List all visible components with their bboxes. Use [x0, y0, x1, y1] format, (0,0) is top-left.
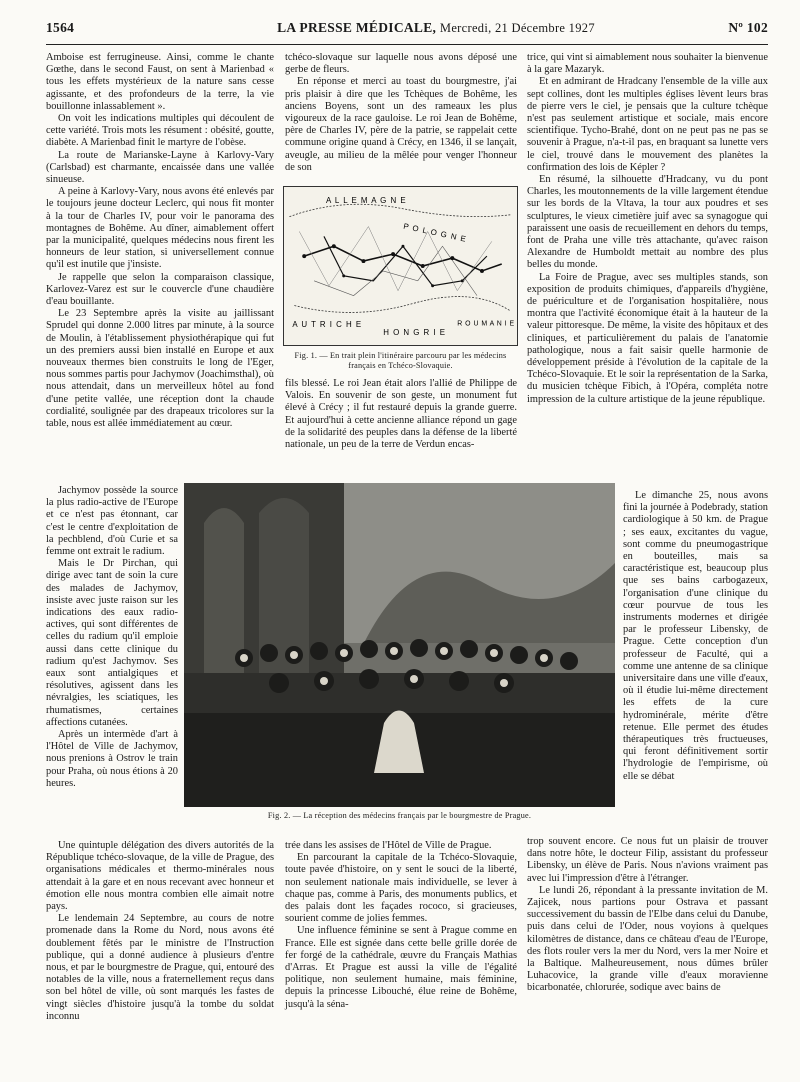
paragraph: La route de Marianske-Layne à Karlovy-Vary (Carlsbad) est charmante, encaissée dans une vallée sinueuse. — [46, 149, 274, 186]
column-1-bottom — [46, 840, 274, 1023]
issue-number: Nº 102 — [728, 20, 768, 35]
paragraph: Je rappelle que selon la comparaison classique, Karlovez-Varez est sur le couvercle d'une chaudière d'eau bouillante. — [46, 271, 274, 308]
map-label-austria: A U T R I C H E — [292, 320, 363, 330]
column-1-top — [46, 52, 274, 430]
itinerary-map — [283, 186, 518, 346]
paragraph: En réponse et merci au toast du bourgmestre, j'ai pris plaisir à dire que les Tchèques de Bohême, les anciens Boyens, sont un des rameaux les plus vigoureux de la race gauloise. Le roi Jean de Bohême, père de Charles IV, père de la patrie, se rappelait cette commune origine quand à Crécy, en 1346, il se lançait, aveugle, au milieu de la mêlée pour venger l'honneur de son — [285, 76, 517, 173]
column-2-middle — [285, 378, 517, 451]
paragraph: A peine à Karlovy-Vary, nous avons été enlevés par le toujours jeune docteur Leclerc, qui nous fit monter à la tour de Charles IV, pour voir le panorama des montagnes de Bohême. Au dîner, aimablement offert par la municipalité, quelques médecins nous firent les honneurs de leur station, si universellement connue qu'il est inutile que j'insiste. — [46, 186, 274, 271]
paragraph: Une influence féminine se sent à Prague comme en France. Elle est signée dans cette belle grille dorée de fer forgé de la cathédrale, œuvre du Français Mathias d'Arras. Et Prague est aussi la ville de l'égalité politique, non seulement humaine, mais féminine, depuis la princesse Libouché, élue reine de Bohême, jusqu'à la séna- — [285, 925, 517, 1010]
issue-date: Mercredi, 21 Décembre 1927 — [439, 21, 595, 35]
figure-2-caption: Fig. 2. — La réception des médecins français par le bourgmestre de Prague. — [267, 811, 532, 820]
column-3-top — [527, 52, 768, 406]
paragraph: En résumé, la silhouette d'Hradcany, vu du pont Charles, les moutonnements de la ville largement étendue sur les bords de la Vltava, la tour aux poudres et ses sculptures, le vieux cimetière juif avec sa synagogue qui paraissent une oasis de recueillement en dehors du temps, font de Praha une ville très attachante, qu'avec raison Alexandre de Humboldt mettait au nombre des plus belles du monde. — [527, 174, 768, 271]
map-label-hungary: H O N G R I E — [383, 328, 447, 338]
map-label-poland: P O L O G N E — [402, 221, 468, 244]
paragraph: Après un intermède d'art à l'Hôtel de Ville de Jachymov, nous prenions à Ostrov le train pour Praha, où nous étions à 20 heures. — [46, 729, 178, 789]
reception-photograph — [184, 483, 615, 807]
paragraph: Le lendemain 24 Septembre, au cours de notre promenade dans la Rome du Nord, nous avons été doublement fêtés par le ministre de l'Instruction publique, qui a donné audience à plusieurs d'entre nous, et par le bourgmestre de Prague, qui, entouré des notables de la ville, nous a fraternellement reçus dans son bel hôtel de ville, où sont marqués les fastes de vingt siècles d'histoire jusqu'à la tombe du soldat inconnu — [46, 913, 274, 1022]
map-label-romania: R O U M A N I E — [457, 320, 515, 328]
column-3-bottom — [527, 836, 768, 995]
figure-1-caption: Fig. 1. — En trait plein l'itinéraire parcouru par les médecins français en Tchéco-Slovaquie. — [294, 351, 507, 370]
paragraph: Le lundi 26, répondant à la pressante invitation de M. Zajicek, nous partions pour Ostrava et passant successivement du bassin de l'Elbe dans celui du Danube, puis dans celui de l'Oder, nous voyions à quelques kilomètres de distance, dans ce château d'eau de l'Europe, des flots rouler vers la mer du Nord, vers la mer Noire et la Baltique. Malheureusement, nous dûmes brûler Luhacovice, la grande ville d'eaux moravienne bicarbonatée, chlorurée, sodique avec bains de — [527, 884, 768, 994]
paragraph: trée dans les assises de l'Hôtel de Ville de Prague. — [285, 840, 492, 851]
map-drawing — [284, 187, 517, 345]
journal-title-line — [246, 20, 626, 36]
paragraph: Le dimanche 25, nous avons fini la journée à Podebrady, station cardiologique à 50 km. de Prague ; ses eaux, excitantes du vague, sont comme du pneumogastrique en bouteilles, mais sa caractéristique est, beaucoup plus que ses bains carbogazeux, l'organisation d'une clinique du cœur pourvue de tous les instruments modernes et dirigée par le professeur Libensky, de Prague. Cette conception d'un professeur de Faculté, qui a comme une antenne de sa clinique universitaire dans une ville d'eaux, où il étudie lui-même directement les effets de la cure hydrominérale, mérite d'être retenue. Elle permet des études thérapeutiques très fructueuses, qui feront définitivement sortir l'hydrologie de l'empirisme, où elle se débat — [623, 490, 768, 782]
photo-drawing — [184, 483, 615, 807]
paragraph: Mais le Dr Pirchan, qui dirige avec tant de soin la cure des malades de Jachymov, insiste avec juste raison sur les indications des eaux radio-actives, qui sont différentes de celles du radium qu'il emploie aussi dans cette clinique du radium qu'est Jachymov. Ses eaux sont antialgiques et résolutives, agissent dans les névralgies, les sciatiques, les rhumatismes, certaines affections cutanées. — [46, 558, 178, 728]
paragraph: En parcourant la capitale de la Tchéco-Slovaquie, toute pavée d'histoire, on y sent le souci de la liberté, non seulement nationale mais individuelle, se lever à chaque pas, comme à Paris, des monuments publics, et des palais dont les façades rococo, si gracieuses, sourient comme de jolies femmes. — [285, 852, 517, 925]
map-label-germany: A L L E M A G N E — [325, 195, 407, 205]
column-3-narrow — [623, 490, 768, 783]
paragraph: Et en admirant de Hradcany l'ensemble de la ville aux sept collines, dont les multiples églises lèvent leurs bras de pierre vers le ciel, je pensais que la culture tchèque n'est pas seulement artistique et sociale, mais encore scientifique. Tycho-Brahé, dont on ne peut pas ne pas se souvenir à Prague, n'a-t-il pas, en braquant sa lunette vers le ciel, trouvé dans le mouvement des planètes la confirmation des lois de Képler ? — [527, 76, 768, 173]
page-number: 1564 — [46, 20, 75, 35]
column-2-bottom — [285, 840, 517, 1011]
paragraph: trice, qui vint si aimablement nous souhaiter la bienvenue à la gare Mazaryk. — [527, 52, 768, 76]
paragraph: Une quintuple délégation des divers autorités de la République tchéco-slovaque, de la ville de Prague, des organisations médicales et thermo-minérales nous attendait à la gare et en nous recevant avec honneur et émotion elle nous montra combien elle aimait notre pays. — [46, 840, 274, 913]
column-2-top — [285, 52, 517, 174]
paragraph: Amboise est ferrugineuse. Ainsi, comme le chante Gœthe, dans le second Faust, on sent à Marienbad « tous les effets mystérieux de la nature sans cesse agissante, et des profondeurs de la terre, la vie bouillonne inlassablement ». — [46, 52, 274, 112]
journal-title: LA PRESSE MÉDICALE, — [277, 20, 437, 35]
page-header — [46, 20, 768, 42]
paragraph: fils blessé. Le roi Jean était alors l'allié de Philippe de Valois. En souvenir de son geste, un monument fut élevé à Crécy ; il fut restauré depuis la grande guerre. Et aujourd'hui à cette ancienne alliance répond un gage de la solidarité des peuples dans la défense de la liberté nationale, un peu de la terre de Verdun encas- — [285, 378, 517, 451]
paragraph: Le 23 Septembre après la visite au jaillissant Sprudel qui donne 2.000 litres par minute, à la source de Moulin, à l'établissement physiothérapique qui fut un des premiers aussi bien installé en Europe et aux nouveaux thermes bien construits le long de l'Eger, nous sommes partis pour Jachymov (Joachimsthal), où nous attendait, dans un merveilleux hôtel au fond d'une petite vallée, une réception dont la chaude cordialité, soulignée par des drapeaux tricolores sur la table, nous est allée immédiatement au cœur. — [46, 308, 274, 430]
paragraph: trop souvent encore. Ce nous fut un plaisir de trouver dans notre hôte, le docteur Filip, assistant du professeur Libensky, un élève de Paris. Nous n'avions vraiment pas avec lui l'impression d'être à l'étranger. — [527, 836, 768, 884]
paragraph: La Foire de Prague, avec ses multiples stands, son exposition de produits chimiques, d'appareils d'hygiène, de puériculture et de l'organisation hospitalière, nous montra que l'activité économique était à la hauteur de la valeur pittoresque. De même, la visite des hôpitaux et des cliniques, et particulièrement du palais de l'anatomie pathologique, nous a fait saisir quelle harmonie de développement préside à l'évolution de la capitale de la Tchéco-Slovaquie. Et le soir la représentation de la Sarka, du musicien tchèque Fibich, à l'Opéra, compléta notre impression de la culture artistique de la jeune république. — [527, 271, 768, 405]
paragraph: On voit les indications multiples qui découlent de cette variété. Trois mots les résument : obésité, goutte, diabète. A Marienbad finit le martyre de l'obèse. — [46, 113, 274, 149]
paragraph: Jachymov possède la source la plus radio-active de l'Europe et ce n'est pas étonnant, car c'est le centre d'exploitation de la pechblend, d'où Curie et sa femme ont extrait le radium. — [46, 485, 178, 558]
header-rule — [46, 44, 768, 45]
column-1-narrow — [46, 485, 178, 790]
paragraph: tchéco-slovaque sur laquelle nous avons déposé une gerbe de fleurs. — [285, 52, 517, 76]
